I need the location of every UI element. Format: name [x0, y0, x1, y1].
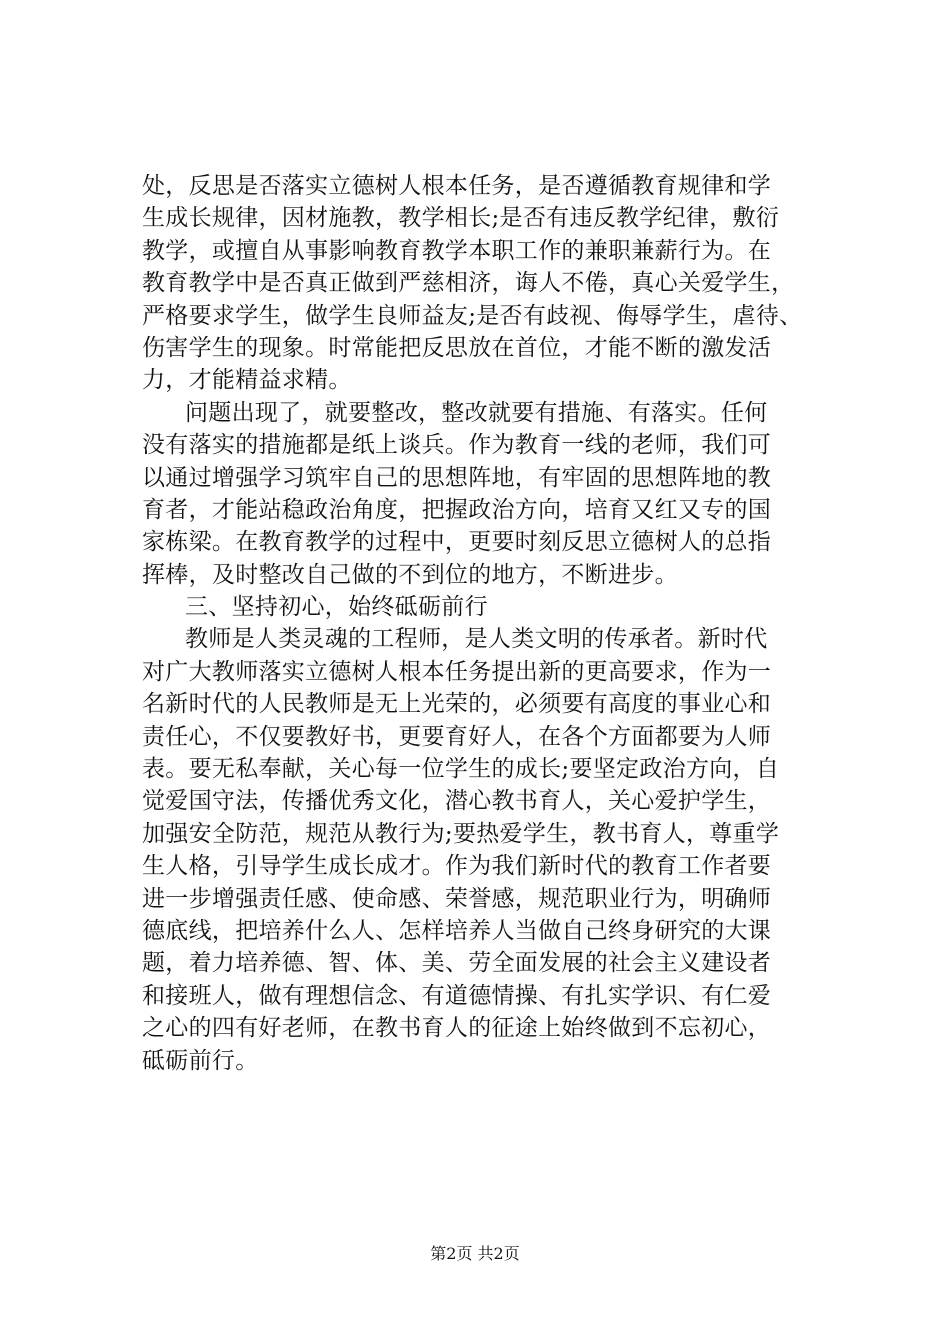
text-line: 挥棒，及时整改自己做的不到位的地方，不断进步。 [142, 561, 678, 588]
text-line: 德底线，把培养什么人、怎样培养人当做自己终身研究的大课 [142, 917, 772, 944]
text-line: 生人格，引导学生成长成才。作为我们新时代的教育工作者要 [142, 853, 772, 880]
text-line: 对广大教师落实立德树人根本任务提出新的更高要求，作为一 [142, 658, 772, 685]
text-line: 育者，才能站稳政治角度，把握政治方向，培育又红又专的国 [142, 496, 772, 523]
text-line: 教学，或擅自从事影响教育教学本职工作的兼职兼薪行为。在 [142, 237, 772, 264]
text-line: 教育教学中是否真正做到严慈相济，诲人不倦，真心关爱学生， [142, 270, 795, 297]
text-line: 加强安全防范，规范从教行为;要热爱学生，教书育人，尊重学 [142, 820, 780, 847]
text-line: 题，着力培养德、智、体、美、劳全面发展的社会主义建设者 [142, 950, 772, 977]
text-line: 三、坚持初心，始终砥砺前行 [185, 594, 488, 621]
text-line: 处，反思是否落实立德树人根本任务，是否遵循教育规律和学 [142, 173, 772, 199]
text-line: 没有落实的措施都是纸上谈兵。作为教育一线的老师，我们可 [142, 432, 772, 459]
text-line: 名新时代的人民教师是无上光荣的，必须要有高度的事业心和 [142, 691, 772, 718]
text-line: 教师是人类灵魂的工程师，是人类文明的传承者。新时代 [185, 626, 768, 653]
text-line: 力，才能精益求精。 [142, 367, 352, 394]
text-line: 之心的四有好老师，在教书育人的征途上始终做到不忘初心， [142, 1015, 772, 1042]
page-footer: 第2页 共2页 [430, 1244, 520, 1263]
text-line: 伤害学生的现象。时常能把反思放在首位，才能不断的激发活 [142, 334, 772, 361]
document-body [142, 170, 832, 1077]
text-line: 严格要求学生，做学生良师益友;是否有歧视、侮辱学生，虐待、 [142, 302, 803, 329]
text-line: 生成长规律，因材施教，教学相长;是否有违反教学纪律，敷衍 [142, 205, 780, 232]
text-line: 家栋梁。在教育教学的过程中，更要时刻反思立德树人的总指 [142, 529, 772, 556]
text-line: 以通过增强学习筑牢自己的思想阵地，有牢固的思想阵地的教 [142, 464, 772, 491]
text-line: 砥砺前行。 [142, 1047, 259, 1074]
text-line: 和接班人，做有理想信念、有道德情操、有扎实学识、有仁爱 [142, 982, 772, 1009]
text-line: 问题出现了，就要整改，整改就要有措施、有落实。任何 [185, 399, 768, 426]
text-line: 进一步增强责任感、使命感、荣誉感，规范职业行为，明确师 [142, 885, 772, 912]
text-line: 表。要无私奉献，关心每一位学生的成长;要坚定政治方向，自 [142, 756, 780, 783]
text-line: 觉爱国守法，传播优秀文化，潜心教书育人，关心爱护学生， [142, 788, 772, 815]
text-line: 责任心，不仅要教好书，更要育好人，在各个方面都要为人师 [142, 723, 772, 750]
